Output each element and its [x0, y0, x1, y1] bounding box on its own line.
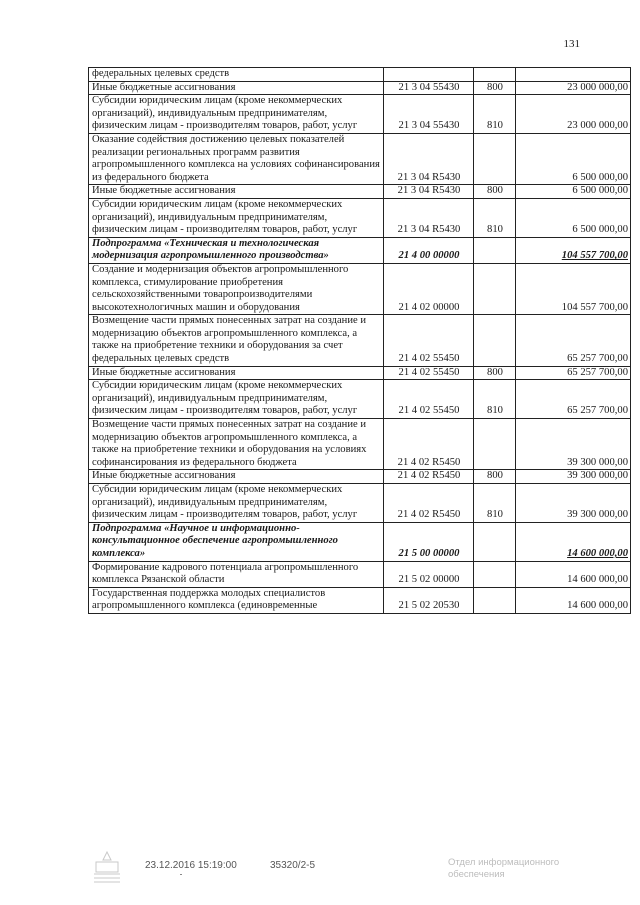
cell-name: Иные бюджетные ассигнования	[89, 185, 384, 199]
footer-document-id: 35320/2-5	[270, 860, 316, 871]
table-row	[89, 484, 631, 523]
table-row	[89, 263, 631, 314]
cell-name: Формирование кадрового потенциала агропромышленного комплекса Рязанской области	[89, 561, 384, 587]
cell-sum: 65 257 700,00	[516, 366, 631, 380]
page-number: 131	[563, 38, 580, 50]
budget-table-body	[89, 68, 631, 614]
cell-name: Подпрограмма «Научное и информационно-консультационное обеспечение агропромышленного комплекса»	[89, 522, 384, 561]
cell-name: Субсидии юридическим лицам (кроме некоммерческих организаций), индивидуальным предпринимателям, физическим лицам - производителям товаров, работ, услуг	[89, 380, 384, 419]
cell-sum: 65 257 700,00	[516, 380, 631, 419]
cell-type	[474, 587, 516, 613]
cell-name: федеральных целевых средств	[89, 68, 384, 82]
footer-watermark: Отдел информационного обеспечения	[448, 857, 560, 880]
cell-sum: 6 500 000,00	[516, 133, 631, 184]
cell-name: Субсидии юридическим лицам (кроме некоммерческих организаций), индивидуальным предпринимателям, физическим лицам - производителям товаров, работ, услуг	[89, 198, 384, 237]
cell-name: Субсидии юридическим лицам (кроме некоммерческих организаций), индивидуальным предпринимателям, физическим лицам - производителям товаров, работ, услуг	[89, 484, 384, 523]
table-row	[89, 198, 631, 237]
cell-code: 21 3 04 R5430	[384, 198, 474, 237]
cell-code: 21 4 02 55450	[384, 315, 474, 366]
cell-code: 21 3 04 R5430	[384, 185, 474, 199]
table-row-subprogram	[89, 237, 631, 263]
cell-type	[474, 419, 516, 470]
table-row	[89, 95, 631, 134]
cell-code: 21 5 02 20530	[384, 587, 474, 613]
cell-type	[474, 133, 516, 184]
footer-dot	[180, 874, 182, 875]
cell-code: 21 4 02 55450	[384, 366, 474, 380]
table-row	[89, 561, 631, 587]
cell-type	[474, 561, 516, 587]
stamp-icon	[90, 850, 124, 888]
table-row	[89, 185, 631, 199]
cell-code: 21 4 02 R5450	[384, 484, 474, 523]
cell-code: 21 5 00 00000	[384, 522, 474, 561]
table-row	[89, 133, 631, 184]
cell-type: 810	[474, 484, 516, 523]
cell-name: Создание и модернизация объектов агропромышленного комплекса, стимулирование приобретения сельскохозяйственными товаропроизводителями высокотехнологичных машин и оборудования	[89, 263, 384, 314]
budget-table	[88, 67, 631, 614]
cell-code: 21 5 02 00000	[384, 561, 474, 587]
cell-name: Иные бюджетные ассигнования	[89, 81, 384, 95]
cell-code: 21 3 04 55430	[384, 81, 474, 95]
cell-type: 800	[474, 366, 516, 380]
cell-name: Иные бюджетные ассигнования	[89, 470, 384, 484]
table-row	[89, 380, 631, 419]
cell-sum: 104 557 700,00	[516, 263, 631, 314]
cell-sum: 6 500 000,00	[516, 198, 631, 237]
cell-name: Субсидии юридическим лицам (кроме некоммерческих организаций), индивидуальным предпринимателям, физическим лицам - производителям товаров, работ, услуг	[89, 95, 384, 134]
cell-sum: 23 000 000,00	[516, 81, 631, 95]
cell-code: 21 4 02 00000	[384, 263, 474, 314]
table-row	[89, 81, 631, 95]
cell-name: Подпрограмма «Техническая и технологическая модернизация агропромышленного производства»	[89, 237, 384, 263]
table-row	[89, 470, 631, 484]
cell-type: 810	[474, 380, 516, 419]
cell-sum: 14 600 000,00	[516, 561, 631, 587]
cell-code: 21 4 02 R5450	[384, 470, 474, 484]
cell-sum: 39 300 000,00	[516, 470, 631, 484]
cell-type	[474, 237, 516, 263]
cell-code: 21 3 04 R5430	[384, 133, 474, 184]
cell-type: 810	[474, 95, 516, 134]
cell-name: Оказание содействия достижению целевых показателей реализации региональных программ развития агропромышленного комплекса на условиях софинансирования из федерального бюджета	[89, 133, 384, 184]
cell-type: 800	[474, 470, 516, 484]
cell-sum: 39 300 000,00	[516, 484, 631, 523]
page-footer	[0, 857, 640, 900]
table-row	[89, 315, 631, 366]
cell-code: 21 4 02 55450	[384, 380, 474, 419]
cell-name: Возмещение части прямых понесенных затрат на создание и модернизацию объектов агропромышленного комплекса, а также на приобретение техники и оборудования на условиях софинансирования из федерального бюджета	[89, 419, 384, 470]
cell-code: 21 4 02 R5450	[384, 419, 474, 470]
cell-sum: 14 600 000,00	[516, 587, 631, 613]
cell-sum	[516, 68, 631, 82]
cell-sum: 23 000 000,00	[516, 95, 631, 134]
cell-sum: 39 300 000,00	[516, 419, 631, 470]
cell-type	[474, 263, 516, 314]
cell-sum: 65 257 700,00	[516, 315, 631, 366]
cell-name: Государственная поддержка молодых специалистов агропромышленного комплекса (единовременные	[89, 587, 384, 613]
table-row	[89, 68, 631, 82]
cell-sum: 6 500 000,00	[516, 185, 631, 199]
cell-sum: 104 557 700,00	[516, 237, 631, 263]
cell-name: Возмещение части прямых понесенных затрат на создание и модернизацию объектов агропромышленного комплекса, а также на приобретение техники и оборудования за счет федеральных целевых средств	[89, 315, 384, 366]
cell-type: 800	[474, 81, 516, 95]
footer-date: 23.12.2016 15:19:00	[145, 860, 237, 871]
cell-code	[384, 68, 474, 82]
cell-type	[474, 522, 516, 561]
table-row	[89, 419, 631, 470]
table-row-subprogram	[89, 522, 631, 561]
cell-code: 21 3 04 55430	[384, 95, 474, 134]
cell-type	[474, 315, 516, 366]
cell-type: 810	[474, 198, 516, 237]
cell-code: 21 4 00 00000	[384, 237, 474, 263]
cell-sum: 14 600 000,00	[516, 522, 631, 561]
table-row	[89, 587, 631, 613]
cell-name: Иные бюджетные ассигнования	[89, 366, 384, 380]
table-row	[89, 366, 631, 380]
cell-type: 800	[474, 185, 516, 199]
cell-type	[474, 68, 516, 82]
